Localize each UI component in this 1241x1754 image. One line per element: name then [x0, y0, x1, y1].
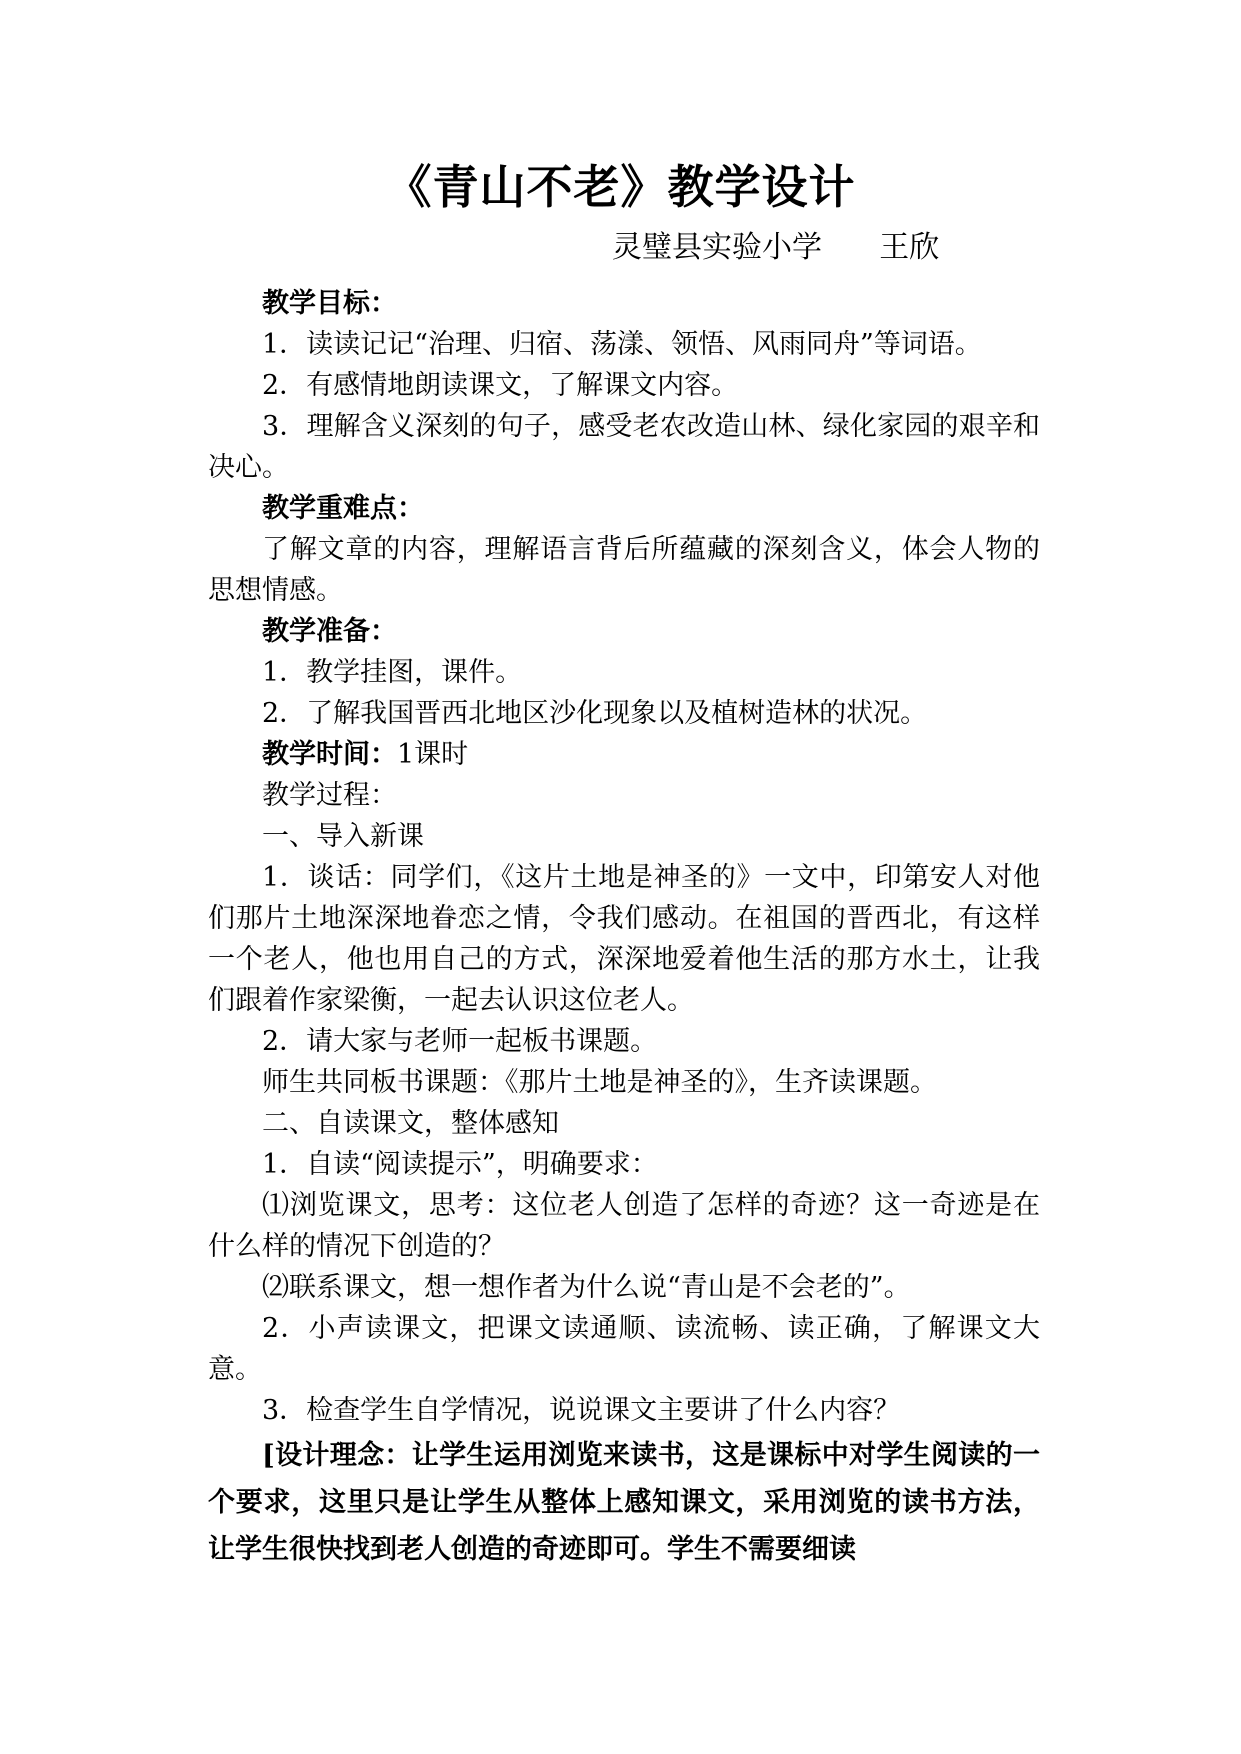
paragraph: 2．请大家与老师一起板书课题。	[262, 1026, 658, 1057]
section-heading-objectives: 教学目标：	[262, 288, 397, 319]
teaching-time-value: 1课时	[397, 739, 469, 770]
paragraph: 2．小声读课文，把课文读通顺、读流畅、读正确，了解课文大意。	[208, 1313, 1040, 1385]
paragraph: 2．有感情地朗读课文，了解课文内容。	[262, 370, 739, 401]
paragraph: 了解文章的内容，理解语言背后所蕴藏的深刻含义，体会人物的思想情感。	[208, 534, 1040, 606]
author-line: 灵璧县实验小学 王欣	[612, 230, 940, 265]
paragraph: 1．教学挂图，课件。	[262, 657, 523, 688]
teaching-time-line	[208, 734, 1040, 775]
paragraph: 一、导入新课	[262, 821, 424, 852]
teaching-time-label: 教学时间：	[262, 739, 397, 770]
paragraph: 2．了解我国晋西北地区沙化现象以及植树造林的状况。	[262, 698, 928, 729]
document-title: 《青山不老》教学设计	[385, 160, 856, 214]
paragraph: 师生共同板书课题：《那片土地是神圣的》，生齐读课题。	[262, 1067, 937, 1098]
design-note: [设计理念：让学生运用浏览来读书，这是课标中对学生阅读的一个要求，这里只是让学生从整体上感知课文，采用浏览的读书方法，让学生很快找到老人创造的奇迹即可。学生不需要细读	[208, 1440, 1040, 1565]
section-heading-key-points: 教学重难点：	[262, 493, 424, 524]
paragraph: 1．读读记记“治理、归宿、荡漾、领悟、风雨同舟”等词语。	[262, 329, 982, 360]
section-heading-preparation: 教学准备：	[262, 616, 397, 647]
paragraph: 教学过程：	[262, 780, 397, 811]
document-body	[208, 283, 1040, 1573]
paragraph: 3．理解含义深刻的句子，感受老农改造山林、绿化家园的艰辛和决心。	[208, 411, 1040, 483]
paragraph: 3．检查学生自学情况，说说课文主要讲了什么内容？	[262, 1395, 901, 1426]
paragraph: 二、自读课文，整体感知	[262, 1108, 559, 1139]
paragraph: 1．自读“阅读提示”，明确要求：	[262, 1149, 658, 1180]
paragraph: ⑴浏览课文，思考：这位老人创造了怎样的奇迹？这一奇迹是在什么样的情况下创造的？	[208, 1190, 1040, 1262]
paragraph: 1．谈话：同学们，《这片土地是神圣的》一文中，印第安人对他们那片土地深深地眷恋之情，令我们感动。在祖国的晋西北，有这样一个老人，他也用自己的方式，深深地爱着他生活的那方水土，让我们跟着作家梁衡，一起去认识这位老人。	[208, 862, 1040, 1016]
paragraph: ⑵联系课文，想一想作者为什么说“青山是不会老的”。	[262, 1272, 911, 1303]
